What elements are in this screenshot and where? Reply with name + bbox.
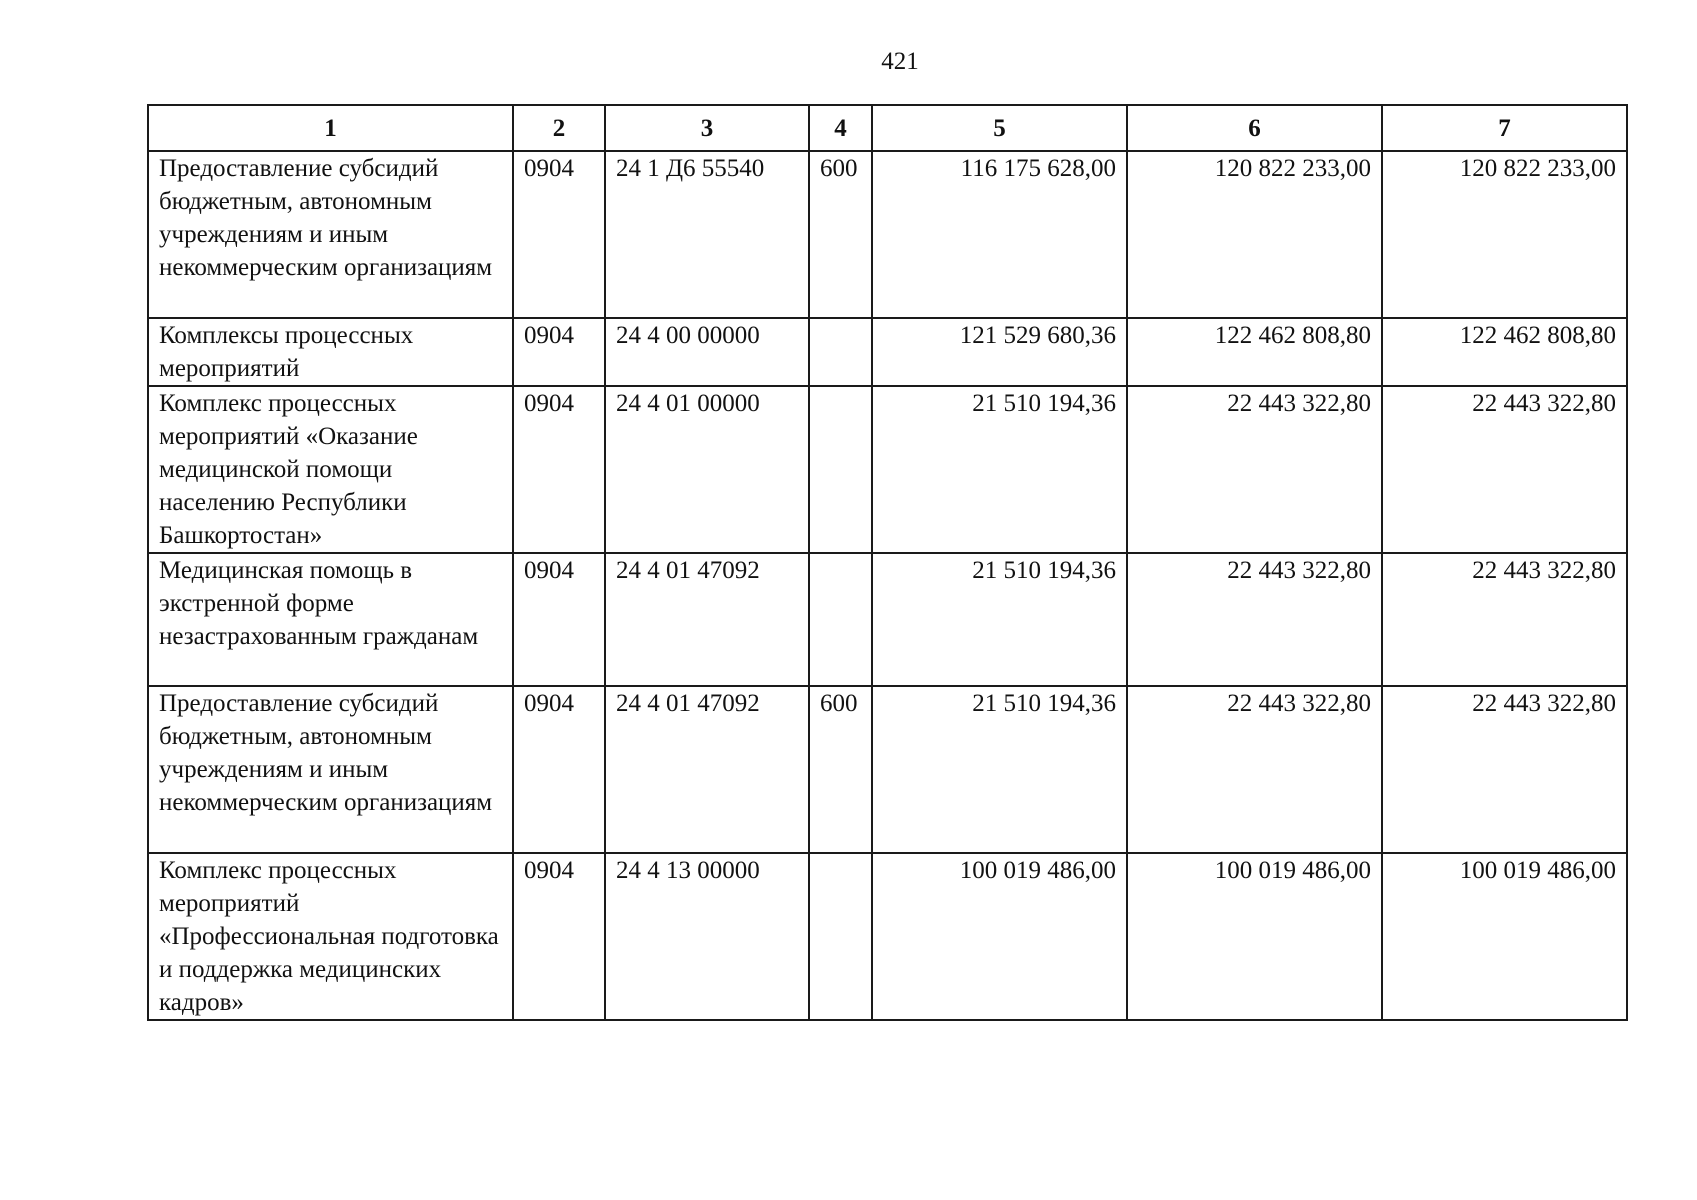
row-value-1: 121 529 680,36 — [872, 318, 1127, 386]
header-cell: 6 — [1127, 105, 1382, 151]
header-cell: 7 — [1382, 105, 1627, 151]
row-value-1: 21 510 194,36 — [872, 686, 1127, 853]
row-expense-type: 600 — [809, 151, 872, 318]
page-number: 421 — [881, 48, 919, 75]
row-name: Медицинская помощь в экстренной форме незастрахованным гражданам — [148, 553, 513, 686]
row-target-code: 24 4 01 47092 — [605, 686, 809, 853]
table-row — [148, 853, 1627, 1020]
row-section-code: 0904 — [513, 686, 605, 853]
row-name: Комплексы процессных мероприятий — [148, 318, 513, 386]
row-name: Предоставление субсидий бюджетным, автономным учреждениям и иным некоммерческим организациям — [148, 151, 513, 318]
row-expense-type — [809, 386, 872, 553]
row-section-code: 0904 — [513, 386, 605, 553]
row-name: Предоставление субсидий бюджетным, автономным учреждениям и иным некоммерческим организациям — [148, 686, 513, 853]
row-value-2: 22 443 322,80 — [1127, 386, 1382, 553]
row-value-3: 100 019 486,00 — [1382, 853, 1627, 1020]
row-value-3: 122 462 808,80 — [1382, 318, 1627, 386]
table-row — [148, 386, 1627, 553]
row-value-3: 22 443 322,80 — [1382, 553, 1627, 686]
row-expense-type — [809, 853, 872, 1020]
header-cell: 3 — [605, 105, 809, 151]
row-target-code: 24 1 Д6 55540 — [605, 151, 809, 318]
row-section-code: 0904 — [513, 553, 605, 686]
header-cell: 2 — [513, 105, 605, 151]
row-name: Комплекс процессных мероприятий «Профессиональная подготовка и поддержка медицинских кадров» — [148, 853, 513, 1020]
header-cell: 5 — [872, 105, 1127, 151]
row-section-code: 0904 — [513, 318, 605, 386]
row-target-code: 24 4 01 00000 — [605, 386, 809, 553]
row-value-3: 22 443 322,80 — [1382, 386, 1627, 553]
row-value-1: 100 019 486,00 — [872, 853, 1127, 1020]
row-value-2: 100 019 486,00 — [1127, 853, 1382, 1020]
row-name: Комплекс процессных мероприятий «Оказание медицинской помощи населению Республики Башкортостан» — [148, 386, 513, 553]
row-expense-type: 600 — [809, 686, 872, 853]
row-value-2: 120 822 233,00 — [1127, 151, 1382, 318]
row-expense-type — [809, 318, 872, 386]
table-row — [148, 318, 1627, 386]
row-value-1: 116 175 628,00 — [872, 151, 1127, 318]
row-target-code: 24 4 01 47092 — [605, 553, 809, 686]
row-section-code: 0904 — [513, 151, 605, 318]
row-value-2: 122 462 808,80 — [1127, 318, 1382, 386]
budget-table — [147, 104, 1628, 1021]
row-target-code: 24 4 13 00000 — [605, 853, 809, 1020]
header-cell: 4 — [809, 105, 872, 151]
row-value-3: 120 822 233,00 — [1382, 151, 1627, 318]
row-value-3: 22 443 322,80 — [1382, 686, 1627, 853]
header-cell: 1 — [148, 105, 513, 151]
table-row — [148, 686, 1627, 853]
row-value-1: 21 510 194,36 — [872, 386, 1127, 553]
table-header-row — [148, 105, 1627, 151]
row-value-2: 22 443 322,80 — [1127, 553, 1382, 686]
row-section-code: 0904 — [513, 853, 605, 1020]
row-target-code: 24 4 00 00000 — [605, 318, 809, 386]
table-row — [148, 553, 1627, 686]
row-value-1: 21 510 194,36 — [872, 553, 1127, 686]
row-expense-type — [809, 553, 872, 686]
row-value-2: 22 443 322,80 — [1127, 686, 1382, 853]
table-row — [148, 151, 1627, 318]
